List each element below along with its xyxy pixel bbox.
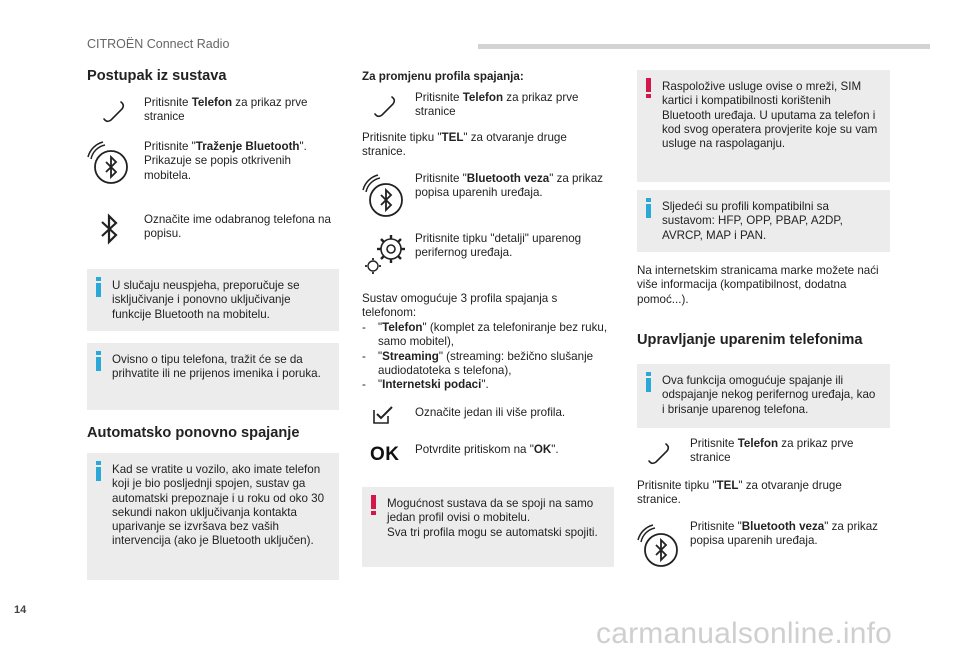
header-title: CITROËN Connect Radio — [87, 37, 230, 51]
info-box: Ovisno o tipu telefona, tražit će se da prihvatite ili ne prijenos imenika i poruka. — [87, 343, 339, 410]
profiles-list — [362, 321, 612, 392]
heading-promjena-profila: Za promjenu profila spajanja: — [362, 70, 524, 83]
watermark: carmanualsonline.info — [596, 617, 893, 649]
step-oznacite-profila: Označite jedan ili više profila. — [415, 406, 566, 419]
bluetooth-connection-icon — [637, 524, 681, 568]
text-tel: Pritisnite tipku "TEL" za otvaranje druge stranice. — [637, 479, 842, 507]
phone-icon — [372, 94, 398, 120]
info-box: Ova funkcija omogućuje spajanje ili odspajanje nekog perifernog uređaja, kao i brisanje uparenog telefona. — [637, 364, 890, 428]
step-bluetooth-veza: Pritisnite "Bluetooth veza" za prikaz popisa uparenih uređaja. — [415, 172, 603, 200]
warning-icon — [370, 495, 377, 515]
warning-icon — [645, 78, 652, 98]
bluetooth-connection-icon — [362, 174, 406, 218]
gear-icon — [364, 231, 408, 275]
list-item: - "Streaming" (streaming: bežično slušanje audiodatoteka s telefona), — [362, 349, 594, 377]
step-trazenje-bluetooth: Pritisnite "Traženje Bluetooth". Prikazuje se popis otkrivenih mobitela. — [144, 140, 307, 182]
phone-icon — [646, 441, 672, 467]
warning-box: Mogućnost sustava da se spoji na samo jedan profil ovisi o mobitelu. Sva tri profila mogu se automatski spojiti. — [362, 487, 614, 567]
text-tel: Pritisnite tipku "TEL" za otvaranje druge stranice. — [362, 131, 567, 159]
list-item: - "Telefon" (komplet za telefoniranje bez ruku, samo mobitel), — [362, 321, 608, 349]
info-box: Kad se vratite u vozilo, ako imate telefon koji je bio posljednji spojen, sustav ga automatski prepoznaje i u roku od oko 30 sekundi nakon uključivanja kontakta uparivanje se izvršava bez vaših intervencija (ako je Bluetooth uključen). — [87, 453, 339, 580]
info-box: U slučaju neuspjeha, preporučuje se isključivanje i ponovno uključivanje funkcije Bluetooth na mobitelu. — [87, 269, 339, 331]
page-number: 14 — [14, 604, 27, 616]
text-profiles-intro: Sustav omogućuje 3 profila spajanja s telefonom: — [362, 292, 558, 320]
step-potvrdite: Potvrdite pritiskom na "OK". — [415, 443, 559, 456]
info-icon — [645, 198, 652, 218]
step-telefon: Pritisnite Telefon za prikaz prve stranice — [690, 437, 854, 465]
phone-icon — [101, 99, 127, 125]
text-web-info: Na internetskim stranicama marke možete naći više informacija (kompatibilnost, dodatna pomoć...). — [637, 264, 879, 306]
ok-icon: OK — [370, 444, 400, 465]
list-item: - "Internetski podaci". — [362, 378, 489, 392]
info-icon — [645, 372, 652, 392]
info-icon — [95, 277, 102, 297]
heading-postupak: Postupak iz sustava — [87, 68, 227, 84]
header-divider — [478, 44, 930, 49]
bluetooth-search-icon — [87, 141, 131, 185]
heading-automatsko: Automatsko ponovno spajanje — [87, 425, 300, 441]
info-box: Sljedeći su profili kompatibilni sa sustavom: HFP, OPP, PBAP, A2DP, AVRCP, MAP i PAN. — [637, 190, 890, 252]
heading-upravljanje: Upravljanje uparenim telefonima — [637, 332, 863, 348]
warning-box: Raspoložive usluge ovise o mreži, SIM kartici i kompatibilnosti korištenih Bluetooth uređaja. U uputama za telefon i kod svog operatera provjerite koje su vam usluge na raspolaganju. — [637, 70, 890, 182]
step-oznacite-ime: Označite ime odabranog telefona na popisu. — [144, 213, 331, 241]
step-telefon: Pritisnite Telefon za prikaz prve stranice — [415, 91, 579, 119]
step-bluetooth-veza: Pritisnite "Bluetooth veza" za prikaz popisa uparenih uređaja. — [690, 520, 878, 548]
info-icon — [95, 461, 102, 481]
step-telefon: Pritisnite Telefon za prikaz prve stranice — [144, 96, 308, 124]
step-detalji: Pritisnite tipku "detalji" uparenog perifernog uređaja. — [415, 232, 582, 260]
bluetooth-icon — [100, 213, 120, 245]
info-icon — [95, 351, 102, 371]
checkbox-icon — [372, 405, 394, 425]
